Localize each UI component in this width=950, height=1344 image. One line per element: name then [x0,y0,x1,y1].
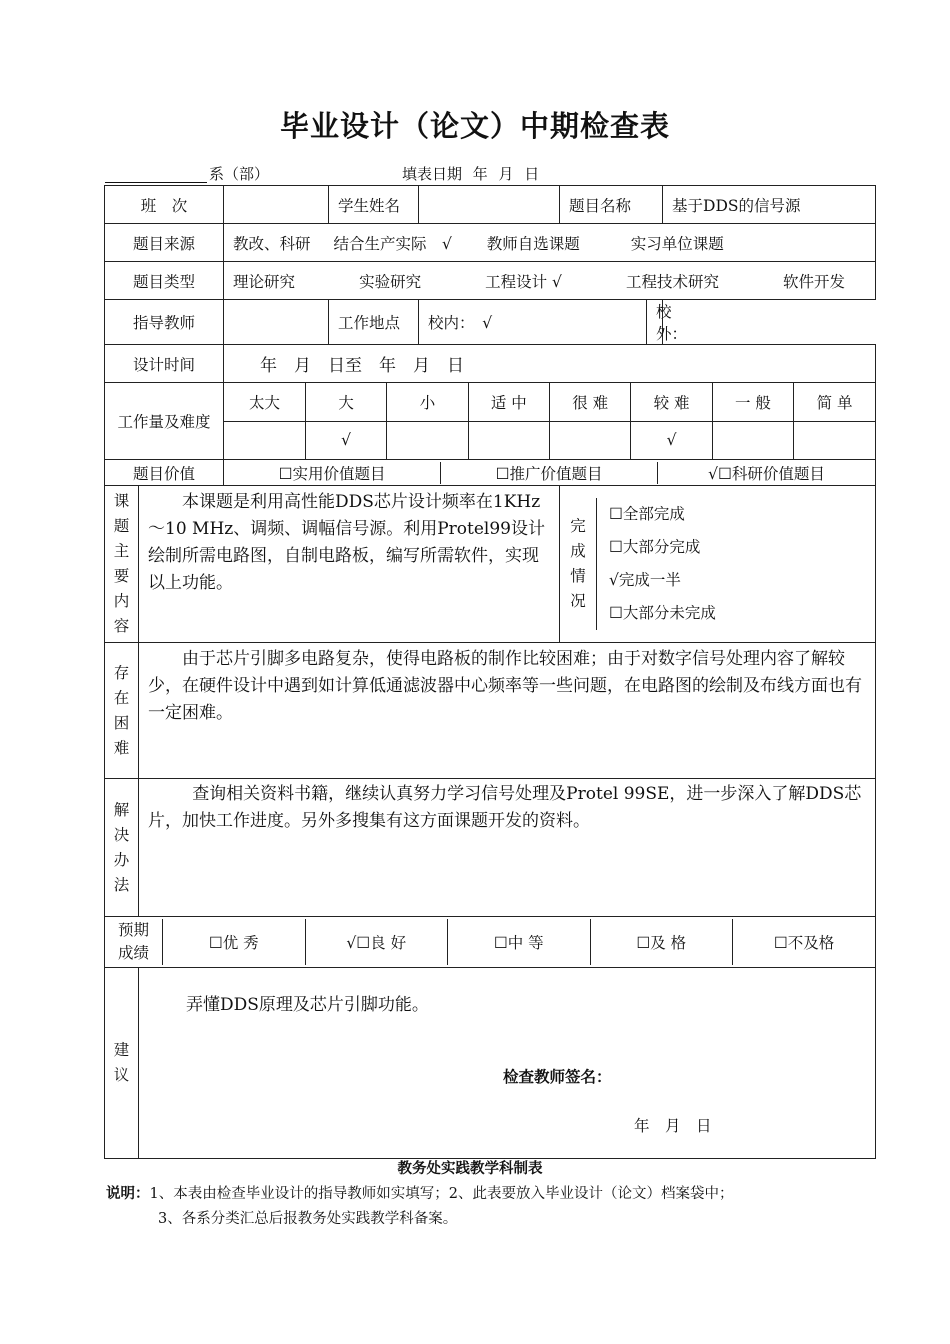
completion-option-mostly-unfinished[interactable]: ☐大部分未完成 [609,604,716,622]
topic-type-options [224,262,876,300]
value-option-research[interactable]: √☐科研价值题目 [658,462,876,484]
class-label: 班 次 [105,186,224,224]
note-line-1: 说明：1、本表由检查毕业设计的指导教师如实填写；2、此表要放入毕业设计（论文）档案袋中； [106,1185,734,1202]
workload-header: 一 般 [712,383,793,421]
class-value-field[interactable] [224,186,329,224]
workload-grid [224,383,875,459]
workload-mark[interactable] [387,421,468,459]
source-option-research[interactable]: 教改、科研 [233,234,311,253]
topic-name-value[interactable]: 基于DDS的信号源 [663,186,876,224]
workload-header: 小 [387,383,468,421]
workload-header: 适 中 [468,383,549,421]
work-place-inside[interactable]: 校内： √ [428,314,493,332]
source-option-internship[interactable]: 实习单位课题 [630,234,724,253]
source-option-teacher[interactable]: 教师自选课题 [486,234,580,253]
difficulty-label: 存 在 困 难 [105,643,139,779]
design-time-value[interactable]: 年 月 日至 年 月 日 [224,345,876,383]
solution-text[interactable]: 查询相关资料书籍，继续认真努力学习信号处理及Protel 99SE，进一步深入了解DDS芯片，加快工作进度。另外多搜集有这方面课题开发的资料。 [148,784,862,831]
workload-mark[interactable] [712,421,793,459]
topic-source-label: 题目来源 [105,224,224,262]
workload-mark[interactable]: √ [631,421,712,459]
completion-option-most[interactable]: ☐大部分完成 [609,538,701,556]
page-title: 毕业设计（论文）中期检查表 [279,109,670,143]
type-option-experiment[interactable]: 实验研究 [359,272,422,291]
advisor-label: 指导教师 [105,300,224,345]
department-field[interactable] [105,162,207,183]
workload-mark[interactable] [550,421,631,459]
topic-type-label: 题目类型 [105,262,224,300]
type-option-engineering[interactable]: 工程设计 √ [485,272,562,291]
grade-option-good[interactable]: √☐良 好 [305,919,448,965]
workload-header: 很 难 [550,383,631,421]
department-label: 系（部） [209,165,270,183]
midterm-check-form [104,185,876,1159]
grade-option-medium[interactable]: ☐中 等 [448,919,591,965]
note-line-2: 3、各系分类汇总后报教务处实践教学科备案。 [158,1211,458,1227]
topic-name-label: 题目名称 [560,186,663,224]
maker-label: 教务处实践教学科制表 [397,1160,543,1177]
workload-header: 大 [305,383,386,421]
difficulty-text[interactable]: 由于芯片引脚多电路复杂，使得电路板的制作比较困难；由于对数字信号处理内容了解较少，在硬件设计中遇到如计算低通滤波器中心频率等一些问题，在电路图的绘制及布线方面也有一定困难。 [148,649,862,723]
topic-value-label: 题目价值 [105,460,224,486]
work-place-label: 工作地点 [329,300,419,345]
suggestion-date: 年 月 日 [634,1117,712,1135]
completion-label: 完 成 情 况 [570,517,586,610]
completion-option-all[interactable]: ☐全部完成 [609,505,685,523]
workload-mark[interactable] [468,421,549,459]
work-place-outside[interactable]: 校外： [647,300,663,344]
solution-label: 解 决 办 法 [105,779,139,917]
type-option-technology[interactable]: 工程技术研究 [625,272,719,291]
design-time-label: 设计时间 [105,345,224,383]
signature-label: 检查教师签名： [503,1067,612,1086]
type-option-theory[interactable]: 理论研究 [233,272,296,291]
workload-mark[interactable]: √ [305,421,386,459]
content-text[interactable]: 本课题是利用高性能DDS芯片设计频率在1KHz～10 MHz、调频、调幅信号源。利用Protel99设计绘制所需电路图，自制电路板，编写所需软件，实现以上功能。 [148,492,545,593]
advisor-field[interactable] [224,300,329,345]
workload-mark[interactable] [794,421,875,459]
workload-header: 简 单 [794,383,875,421]
grade-option-fail[interactable]: ☐不及格 [733,919,876,965]
completion-option-half[interactable]: √完成一半 [609,571,681,589]
content-label: 课 题 主 要 内 容 [105,486,139,643]
value-option-promotion[interactable]: ☐推广价值题目 [441,462,658,484]
source-option-production[interactable]: 结合生产实际 √ [333,234,452,253]
topic-source-options [224,224,876,262]
grade-option-pass[interactable]: ☐及 格 [590,919,733,965]
student-name-label: 学生姓名 [329,186,419,224]
workload-mark[interactable] [224,421,305,459]
fill-date-label: 填表日期 年 月 日 [402,165,540,183]
student-name-field[interactable] [419,186,560,224]
workload-label: 工作量及难度 [105,383,224,460]
suggestion-label: 建 议 [105,968,139,1159]
value-option-practical[interactable]: ☐实用价值题目 [278,464,386,483]
type-option-software[interactable]: 软件开发 [783,272,846,291]
suggestion-text[interactable]: 弄懂DDS原理及芯片引脚功能。 [186,995,429,1015]
workload-header: 较 难 [631,383,712,421]
workload-header: 太大 [248,393,280,412]
grade-option-excellent[interactable]: ☐优 秀 [163,919,306,965]
expected-grade-label: 预期 成绩 [117,921,149,962]
completion-options [597,498,876,630]
